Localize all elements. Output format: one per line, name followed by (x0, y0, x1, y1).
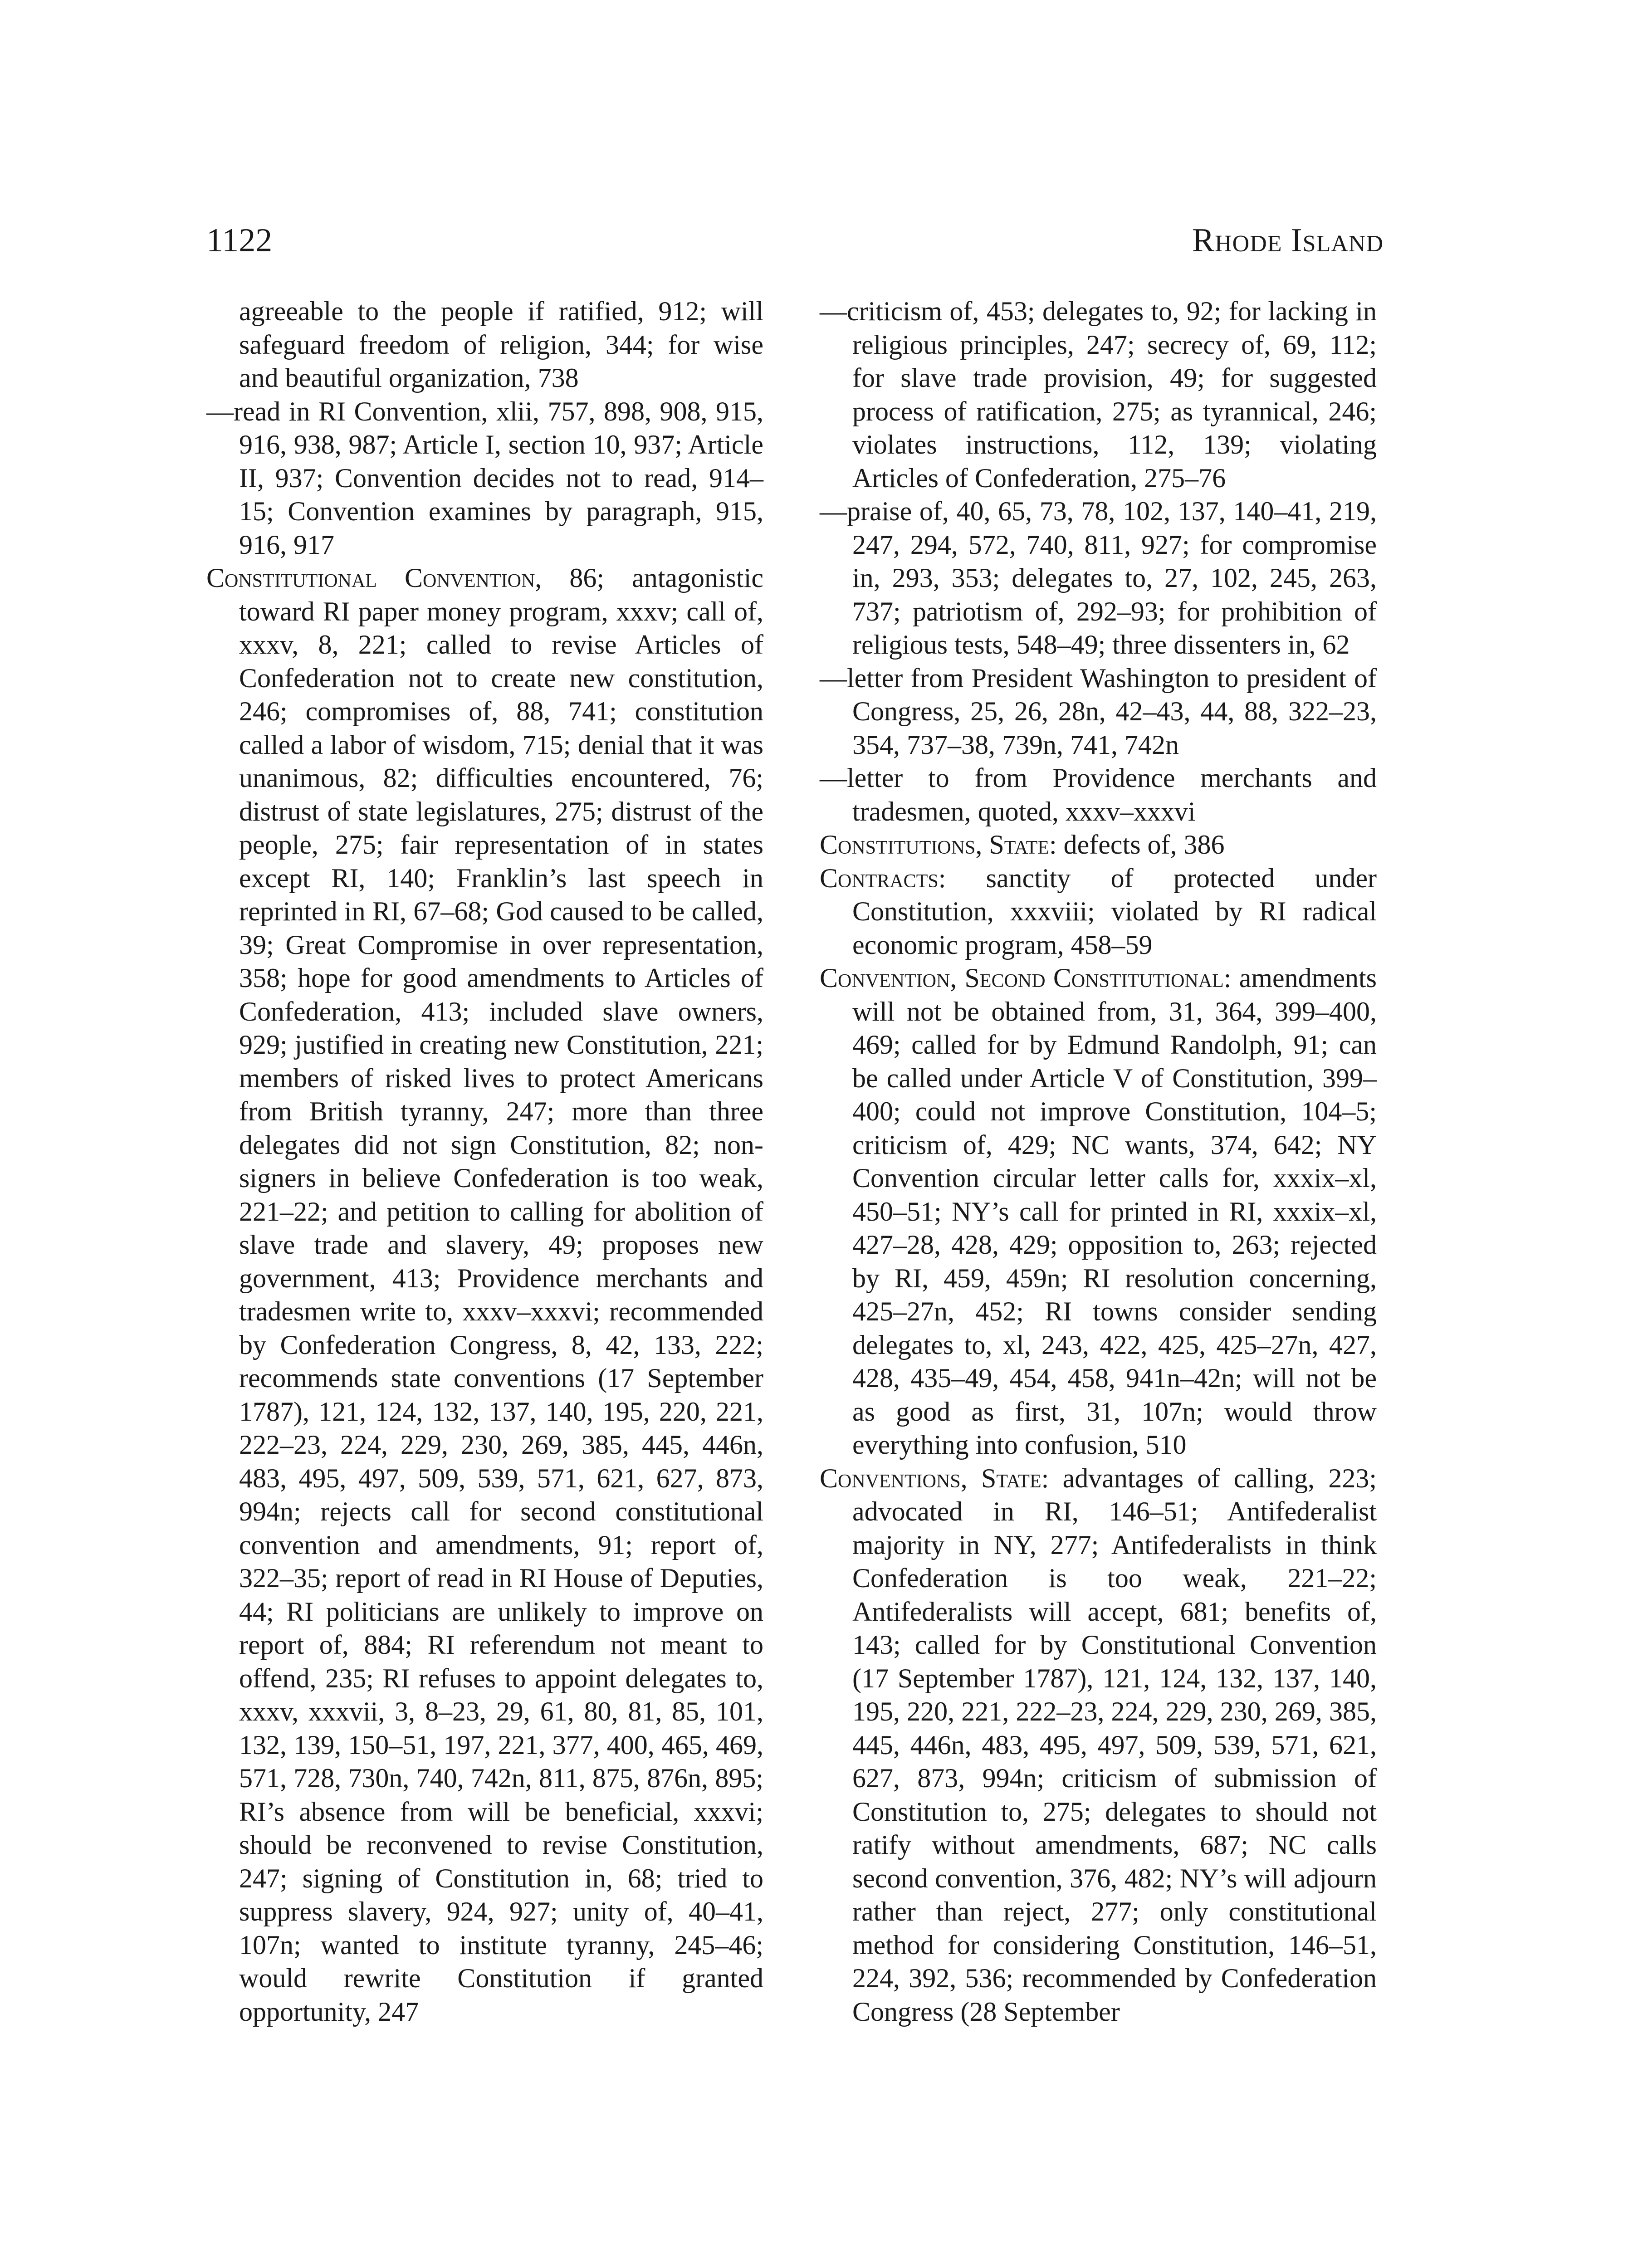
entry-text: agreeable to the people if ratified, 912; will safeguard freedom of religion, 344; for wise and beautiful organization, 738 (239, 296, 763, 393)
entry-text: —read in RI Convention, xlii, 757, 898, 908, 915, 916, 938, 987; Article I, section 10, 937; Article II, 937; Convention decides not to read, 914–15; Convention examines by paragraph, 915, 916, 917 (206, 396, 763, 560)
entry-text: sanctity of protected under Constitution, xxxviii; violated by RI radical economic program, 458–59 (852, 863, 1377, 960)
index-entry (206, 562, 763, 2028)
index-entry (206, 295, 763, 395)
index-column-right (820, 295, 1377, 2028)
section-title: Rhode Island (1192, 222, 1384, 259)
running-head (206, 213, 1384, 268)
entry-text: defects of, 386 (1056, 830, 1225, 860)
entry-text: —criticism of, 453; delegates to, 92; for lacking in religious principles, 247; secrecy of, 69, 112; for slave trade provision, 49; for suggested process of ratification, 275; as tyrannical, 246; violates instructions, 112, 139; violating Articles of Confederation, 275–76 (820, 296, 1377, 493)
index-column-left (206, 295, 763, 2028)
entry-head: Conventions, State: (820, 1463, 1049, 1493)
entry-head: Contracts: (820, 863, 946, 893)
entry-head: Constitutions, State: (820, 830, 1057, 860)
entry-text: advantages of calling, 223; advocated in RI, 146–51; Antifederalist majority in NY, 277; Antifederalists in think Confederation is too weak, 221–22; Antifederalists will accept, 681; benefits of, 143; called for by Constitutional Convention (17 September 1787), 121, 124, 132, 137, 140, 195, 220, 221, 222–23, 224, 229, 230, 269, 385, 445, 446n, 483, 495, 497, 509, 539, 571, 621, 627, 873, 994n; criticism of submission of Constitution to, 275; delegates to should not ratify without amendments, 687; NC calls second convention, 376, 482; NY’s will adjourn rather than reject, 277; only constitutional method for considering Constitution, 146–51, 224, 392, 536; recommended by Confederation Congress (28 September (852, 1463, 1377, 2027)
entry-text: 86; antagonistic toward RI paper money program, xxxv; call of, xxxv, 8, 221; called to revise Articles of Confederation not to create new constitution, 246; compromises of, 88, 741; constitution called a labor of wisdom, 715; denial that it was unanimous, 82; difficulties encountered, 76; distrust of state legislatures, 275; distrust of the people, 275; fair representation of in states except RI, 140; Franklin’s last speech in reprinted in RI, 67–68; God caused to be called, 39; Great Compromise in over representation, 358; hope for good amendments to Articles of Confederation, 413; included slave owners, 929; justified in creating new Constitution, 221; members of risked lives to protect Americans from British tyranny, 247; more than three delegates did not sign Constitution, 82; non-signers in believe Confederation is too weak, 221–22; and petition to calling for abolition of slave trade and slavery, 49; proposes new government, 413; Providence merchants and tradesmen write to, xxxv–xxxvi; recommended by Confederation Congress, 8, 42, 133, 222; recommends state conventions (17 September 1787), 121, 124, 132, 137, 140, 195, 220, 221, 222–23, 224, 229, 230, 269, 385, 445, 446n, 483, 495, 497, 509, 539, 571, 621, 627, 873, 994n; rejects call for second constitutional convention and amendments, 91; report of, 322–35; report of read in RI House of Deputies, 44; RI politicians are unlikely to improve on report of, 884; RI referendum not meant to offend, 235; RI refuses to appoint delegates to, xxxv, xxxvii, 3, 8–23, 29, 61, 80, 81, 85, 101, 132, 139, 150–51, 197, 221, 377, 400, 465, 469, 571, 728, 730n, 740, 742n, 811, 875, 876n, 895; RI’s absence from will be beneficial, xxxvi; should be reconvened to revise Constitution, 247; signing of Constitution in, 68; tried to suppress slavery, 924, 927; unity of, 40–41, 107n; wanted to institute tyranny, 245–46; would rewrite Constitution if granted opportunity, 247 (239, 563, 763, 2027)
index-entry (820, 828, 1377, 862)
entry-text: —praise of, 40, 65, 73, 78, 102, 137, 140–41, 219, 247, 294, 572, 740, 811, 927; for compromise in, 293, 353; delegates to, 27, 102, 245, 263, 737; patriotism of, 292–93; for prohibition of religious tests, 548–49; three dissenters in, 62 (820, 496, 1377, 660)
page-number: 1122 (206, 222, 273, 259)
index-entry (206, 395, 763, 562)
index-entry (820, 295, 1377, 495)
index-entry (820, 662, 1377, 762)
entry-text: amendments will not be obtained from, 31, 364, 399–400, 469; called for by Edmund Randolph, 91; can be called under Article V of Constitution, 399–400; could not improve Constitution, 104–5; criticism of, 429; NC wants, 374, 642; NY Convention circular letter calls for, xxxix–xl, 450–51; NY’s call for printed in RI, xxxix–xl, 427–28, 428, 429; opposition to, 263; rejected by RI, 459, 459n; RI resolution concerning, 425–27n, 452; RI towns consider sending delegates to, xl, 243, 422, 425, 425–27n, 427, 428, 435–49, 454, 458, 941n–42n; will not be as good as first, 31, 107n; would throw everything into confusion, 510 (852, 963, 1377, 1460)
entry-head: Convention, Second Constitutional: (820, 963, 1232, 993)
index-entry (820, 1462, 1377, 2029)
index-entry (820, 962, 1377, 1462)
entry-head: Constitutional Convention, (206, 563, 542, 593)
entry-text: —letter to from Providence merchants and tradesmen, quoted, xxxv–xxxvi (820, 763, 1377, 826)
index-entry (820, 495, 1377, 662)
index-entry (820, 862, 1377, 962)
entry-text: —letter from President Washington to president of Congress, 25, 26, 28n, 42–43, 44, 88, 322–23, 354, 737–38, 739n, 741, 742n (820, 663, 1377, 760)
index-entry (820, 762, 1377, 828)
